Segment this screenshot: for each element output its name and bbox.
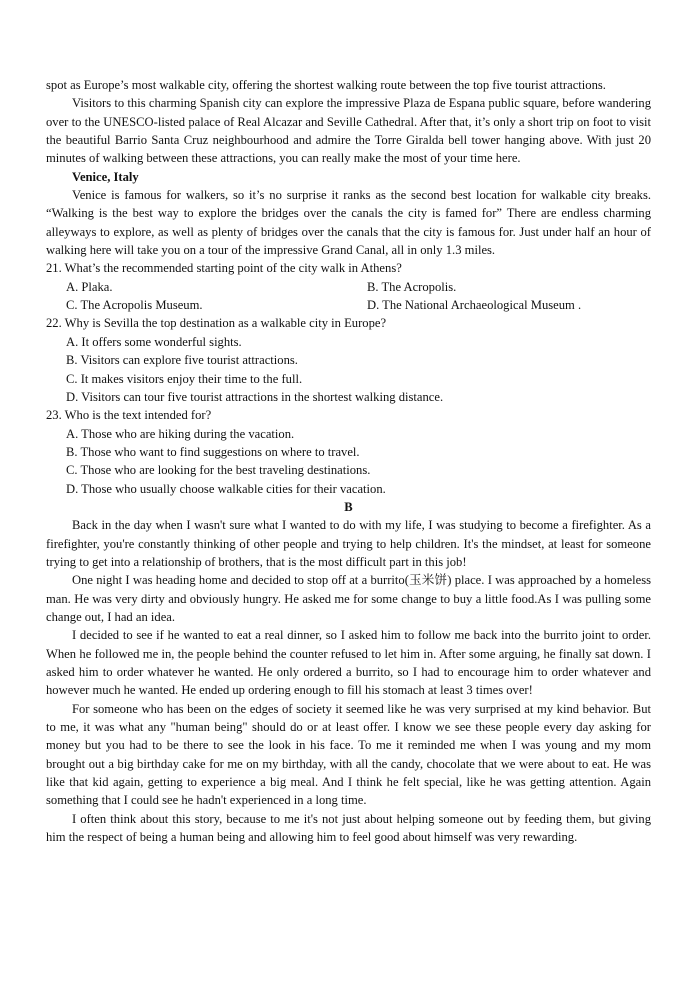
option-c: C. It makes visitors enjoy their time to the full. [66, 371, 303, 386]
option-a: A. Those who are hiking during the vacation. [66, 426, 295, 441]
passage-b-paragraph-5: I often think about this story, because to me it's not just about helping someone out by feeding them, but giving him the respect of being a human being and allowing him to feel good about himself was very rewarding. [46, 811, 651, 845]
passage-b-paragraph-1: Back in the day when I wasn't sure what I wanted to do with my life, I was studying to become a firefighter. As a firefighter, you're constantly thinking of other people and trying to help children. It's the mindset, at least for someone trying to get into a relationship of brothers, that is the most difficult part in this job! [46, 518, 651, 569]
passage-b-paragraph-2: One night I was heading home and decided to stop off at a burrito(玉米饼) place. I was approached by a homeless man. He was very dirty and obviously hungry. He asked me for some change to buy a little food.As I was pulling some change out, I had an idea. [46, 573, 651, 624]
seville-paragraph: Visitors to this charming Spanish city can explore the impressive Plaza de Espana public square, before wandering over to the UNESCO-listed palace of Real Alcazar and Seville Cathedral. After that, it’s only a short trip on foot to visit the beautiful Barrio Santa Cruz neighbourhood and admire the Torre Giralda bell tower hanging above. With just 20 minutes of walking between these attractions, you can really make the most of your time here. [46, 96, 651, 166]
option-d: D. Visitors can tour five tourist attractions in the shortest walking distance. [66, 389, 444, 404]
venice-paragraph: Venice is famous for walkers, so it’s no surprise it ranks as the second best location for walkable city breaks. “Walking is the best way to explore the bridges over the canals the city is famed for” There are endless charming alleyways to explore, as well as plenty of bridges over the canals that the city is famous for. Just under half an hour of walking here will take you on a tour of the impressive Grand Canal, all in only 1.3 miles. [46, 188, 651, 258]
seville-paragraph-end: spot as Europe’s most walkable city, offering the shortest walking route between the top five tourist attractions. [46, 78, 606, 92]
question-text: 23. Who is the text intended for? [46, 408, 212, 423]
question-text: 22. Why is Sevilla the top destination as a walkable city in Europe? [46, 316, 387, 331]
option-b: B. Visitors can explore five tourist attractions. [66, 353, 298, 368]
venice-heading: Venice, Italy [72, 169, 139, 184]
section-b-label: B [344, 499, 353, 514]
question-text: 21. What’s the recommended starting point of the city walk in Athens? [46, 261, 402, 276]
option-d: D. The National Archaeological Museum . [367, 298, 582, 313]
question-22 [46, 314, 651, 406]
question-21 [46, 259, 651, 314]
exam-page [46, 76, 651, 846]
option-c: C. The Acropolis Museum. [66, 298, 203, 313]
option-c: C. Those who are looking for the best traveling destinations. [66, 463, 371, 478]
question-23 [46, 406, 651, 498]
option-b: B. The Acropolis. [367, 279, 457, 294]
option-a: A. Plaka. [66, 279, 113, 294]
passage-b-paragraph-4: For someone who has been on the edges of society it seemed like he was very surprised at my kind behavior. But to me, it was what any "human being" should do or at least offer. I know we see these people every day asking for money but you had to be there to see the look in his face. To me it reminded me when I was young and my mom brought out a big birthday cake for me on my birthday, with all the candy, chocolate that we were about to eat. He was like that kid again, getting to experience a big meal. And I think he felt special, like he was getting attention. Again something that I could see he hadn't experienced in a long time. [46, 701, 651, 808]
passage-b-paragraph-3: I decided to see if he wanted to eat a real dinner, so I asked him to follow me back into the burrito joint to order. When he followed me in, the people behind the counter refused to let him in. After some arguing, he finally sat down. I asked him to order whatever he wanted. He only ordered a burrito, so I had to encourage him to order whatever and however much he wanted. He ended up ordering enough to fill his stomach at least 3 times over! [46, 628, 651, 698]
option-a: A. It offers some wonderful sights. [66, 334, 242, 349]
option-d: D. Those who usually choose walkable cities for their vacation. [66, 481, 386, 496]
option-b: B. Those who want to find suggestions on where to travel. [66, 444, 360, 459]
